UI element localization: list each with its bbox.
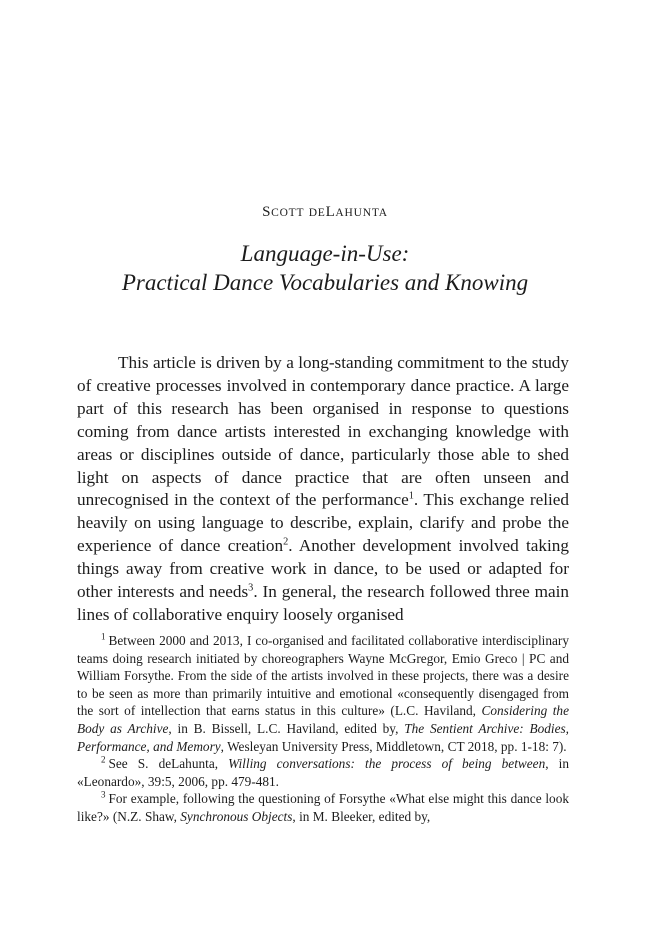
body-text-segment: . In general, the research followed three main lines of collaborative enquiry loosely organised <box>77 582 569 624</box>
footnote-text: , in B. Bissell, L.C. Haviland, edited by, <box>168 720 405 736</box>
author-name <box>0 204 650 221</box>
author-last-prefix: DE <box>308 207 326 219</box>
body-text-segment: . This exchange relied heavily on using language to describe, explain, clarify and probe the experience of dance creation <box>77 490 569 556</box>
article-body <box>77 352 569 627</box>
footnote-title: The Sentient Archive: Bodies, Performance, and Memory <box>77 720 570 754</box>
footnote-ref-1[interactable]: 1 <box>408 490 414 502</box>
footnote-2 <box>77 755 569 790</box>
footnote-title: Considering the Body as Archive <box>77 703 569 736</box>
author-first-initial: S <box>262 204 272 220</box>
body-paragraph <box>77 352 569 627</box>
article-title-line2: Practical Dance Vocabularies and Knowing <box>121 270 529 295</box>
footnote-number: 2 <box>101 754 106 765</box>
footnote-text: , in «Leonardo», 39:5, 2006, pp. 479-481. <box>77 756 569 789</box>
footnote-text: See S. deLahunta, <box>108 756 229 772</box>
footnote-ref-3[interactable]: 3 <box>248 582 254 594</box>
footnote-text: , in M. Bleeker, edited by, <box>292 808 431 824</box>
footnote-text: Between 2000 and 2013, I co-organised and facilitated collaborative interdisciplinary teams doing research initiated by choreographers Wayne McGregor, Emio Greco | PC and William Forsythe. From the side of the artists involved in these projects, there was a desire to be seen as more than primarily intuitive and emotional «consequently disengaged from the sort of intellection that earns status in this culture» (L.C. Haviland, <box>77 633 569 719</box>
footnote-3 <box>77 790 569 825</box>
author-last-initial: L <box>325 204 336 220</box>
footnote-title: Synchronous Objects <box>180 808 293 824</box>
body-text-segment: This article is driven by a long-standing commitment to the study of creative processes involved in contemporary dance practice. A large part of this research has been organised in response to questions coming from dance artists interested in exchanging knowledge with areas or disciplines outside of dance, particularly those able to shed light on aspects of dance practice that are often unseen and unrecognised in the context of the performance <box>77 353 569 510</box>
footnote-text: For example, following the questioning of Forsythe «What else might this dance look like?» (N.Z. Shaw, <box>77 791 569 824</box>
footnote-1 <box>77 632 569 755</box>
footnote-ref-2[interactable]: 2 <box>283 536 289 548</box>
footnotes <box>77 632 569 826</box>
article-title-line1: Language-in-Use: <box>240 241 410 266</box>
footnote-number: 3 <box>101 789 106 800</box>
author-first-rest: COTT <box>271 207 305 219</box>
footnote-title: Willing conversations: the process of being between <box>228 756 546 772</box>
footnote-text: , Wesleyan University Press, Middletown, CT 2018, pp. 1-18: 7). <box>220 738 567 754</box>
author-last-rest: AHUNTA <box>335 207 388 219</box>
body-text-segment: . Another development involved taking things away from creative work in dance, to be used or adapted for other interests and needs <box>77 536 569 602</box>
footnote-number: 1 <box>101 631 106 642</box>
